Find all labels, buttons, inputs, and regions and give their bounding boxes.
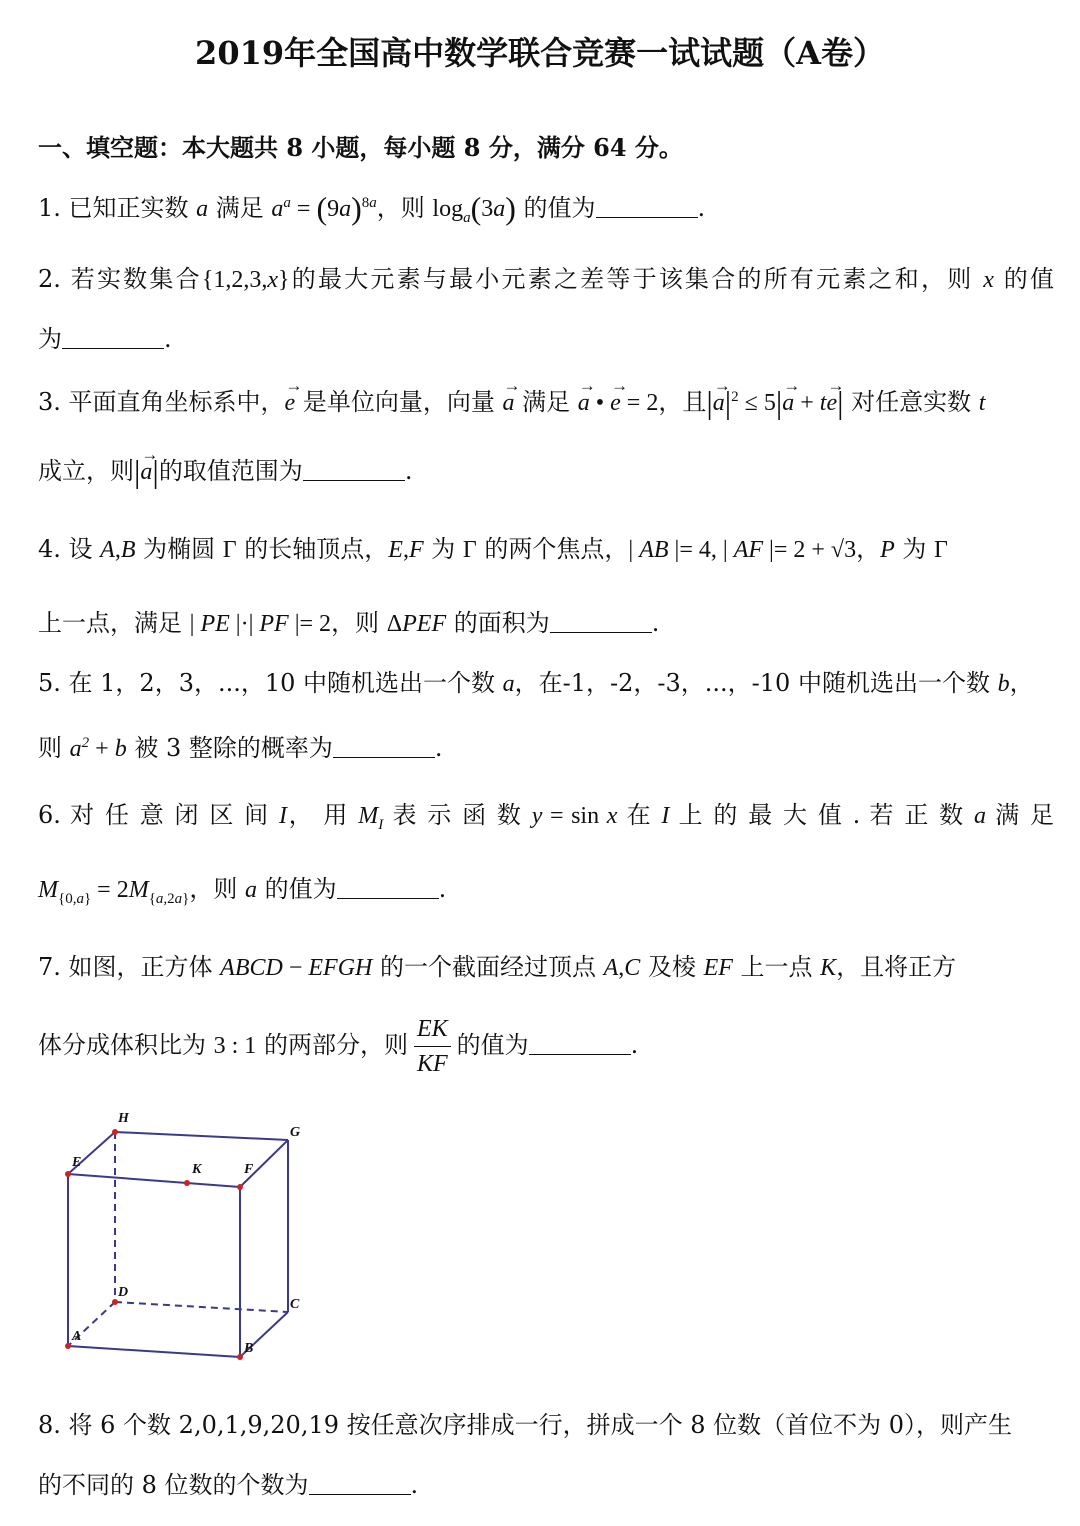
question-7-cont: 体分成体积比为 3 : 1 的两部分，则 $\frac{EK}{KF}$ 的值为 .	[38, 1012, 1054, 1081]
label-a: A	[72, 1329, 82, 1344]
label-g: G	[290, 1125, 301, 1140]
question-8: 8. 将 6 个数 2,0,1,9,20,19 按任意次序排成一行，拼成一个 8 位数（首位不为 0），则产生	[38, 1411, 1013, 1439]
question-7: 7. 如图，正方体 ABCD − EFGH 的一个截面经过顶点 A,C 及棱 EF 上一点 K，且将正方	[38, 953, 957, 981]
vertex-k	[184, 1180, 190, 1186]
answer-blank-6	[337, 876, 439, 899]
label-k: K	[192, 1162, 202, 1177]
edge-dc	[115, 1302, 288, 1312]
answer-blank-1	[596, 195, 698, 218]
fraction-ek-kf: $\frac{EK}{KF}$	[414, 1012, 451, 1081]
question-5-cont: 则 $a^2 + b$ 被 3 整除的概率为 .	[38, 734, 443, 762]
cube-edges	[68, 1132, 288, 1357]
question-2: 2. 若实数集合{1,2,3,x}的最大元素与最小元素之差等于该集合的所有元素之和，则 x 的值	[38, 265, 1055, 293]
edge-hg	[115, 1132, 288, 1140]
label-c: C	[290, 1297, 300, 1312]
section-heading: 一、填空题：本大题共 8 小题，每小题 8 分，满分 64 分。	[38, 133, 683, 162]
exam-title: 2019年全国高中数学联合竞赛一试试题（A卷）	[195, 34, 885, 72]
answer-blank-4	[550, 610, 652, 633]
edge-ef	[68, 1174, 240, 1187]
edge-ab	[68, 1346, 240, 1357]
cube-vertices	[65, 1129, 243, 1360]
label-f: F	[244, 1162, 254, 1177]
question-2-cont: 为 .	[38, 325, 172, 353]
label-e: E	[72, 1155, 82, 1170]
answer-blank-8	[309, 1472, 411, 1495]
answer-blank-3	[303, 458, 405, 481]
question-3: 3. 平面直角坐标系中，→ e 是单位向量，向量 → a 满足 → a • → e = 2，且|→ $a|^2 \le 5|\to a + t\to e|$ 对任意实数 t	[38, 382, 1054, 418]
answer-blank-2	[62, 326, 164, 349]
vertex-b	[237, 1354, 243, 1360]
answer-blank-5	[333, 735, 435, 758]
vertex-h	[112, 1129, 118, 1135]
question-6: 6. 对 任 意 闭 区 间 I， 用 $M_I$ 表 示 函 数 y = sin x 在 I 上 的 最 大 值 . 若 正 数 a 满 足	[38, 801, 1055, 833]
question-8-cont: 的不同的 8 位数的个数为 .	[38, 1471, 419, 1499]
question-3-cont: 成立，则|→ a|的取值范围为 .	[38, 456, 1054, 487]
question-1: 1. 已知正实数 a 满足 $a^a = (9a)^{8a}$，则 $\log_a(3a)$ 的值为 .	[38, 190, 706, 226]
question-5: 5. 在 1，2，3，...，10 中随机选出一个数 a，在-1，-2，-3，...，-10 中随机选出一个数 b，	[38, 669, 1034, 697]
question-4-cont: 上一点，满足 | PE |·| PF |= 2，则 ΔPEF 的面积为 .	[38, 609, 660, 637]
vertex-f	[237, 1184, 243, 1190]
answer-blank-7	[529, 1032, 631, 1055]
label-h: H	[118, 1111, 129, 1126]
cube-figure	[52, 1100, 322, 1370]
question-4: 4. 设 A,B 为椭圆 Γ 的长轴顶点，E,F 为 Γ 的两个焦点，| AB |= 4, | AF |= 2 + √3，P 为 Γ	[38, 535, 948, 563]
label-d: D	[118, 1285, 129, 1300]
vertex-e	[65, 1171, 71, 1177]
label-b: B	[244, 1341, 254, 1356]
question-6-cont: $M_{\{0,a\}} = 2M_{\{a,2a\}}$，则 a 的值为 .	[38, 875, 447, 907]
vertex-a	[65, 1343, 71, 1349]
